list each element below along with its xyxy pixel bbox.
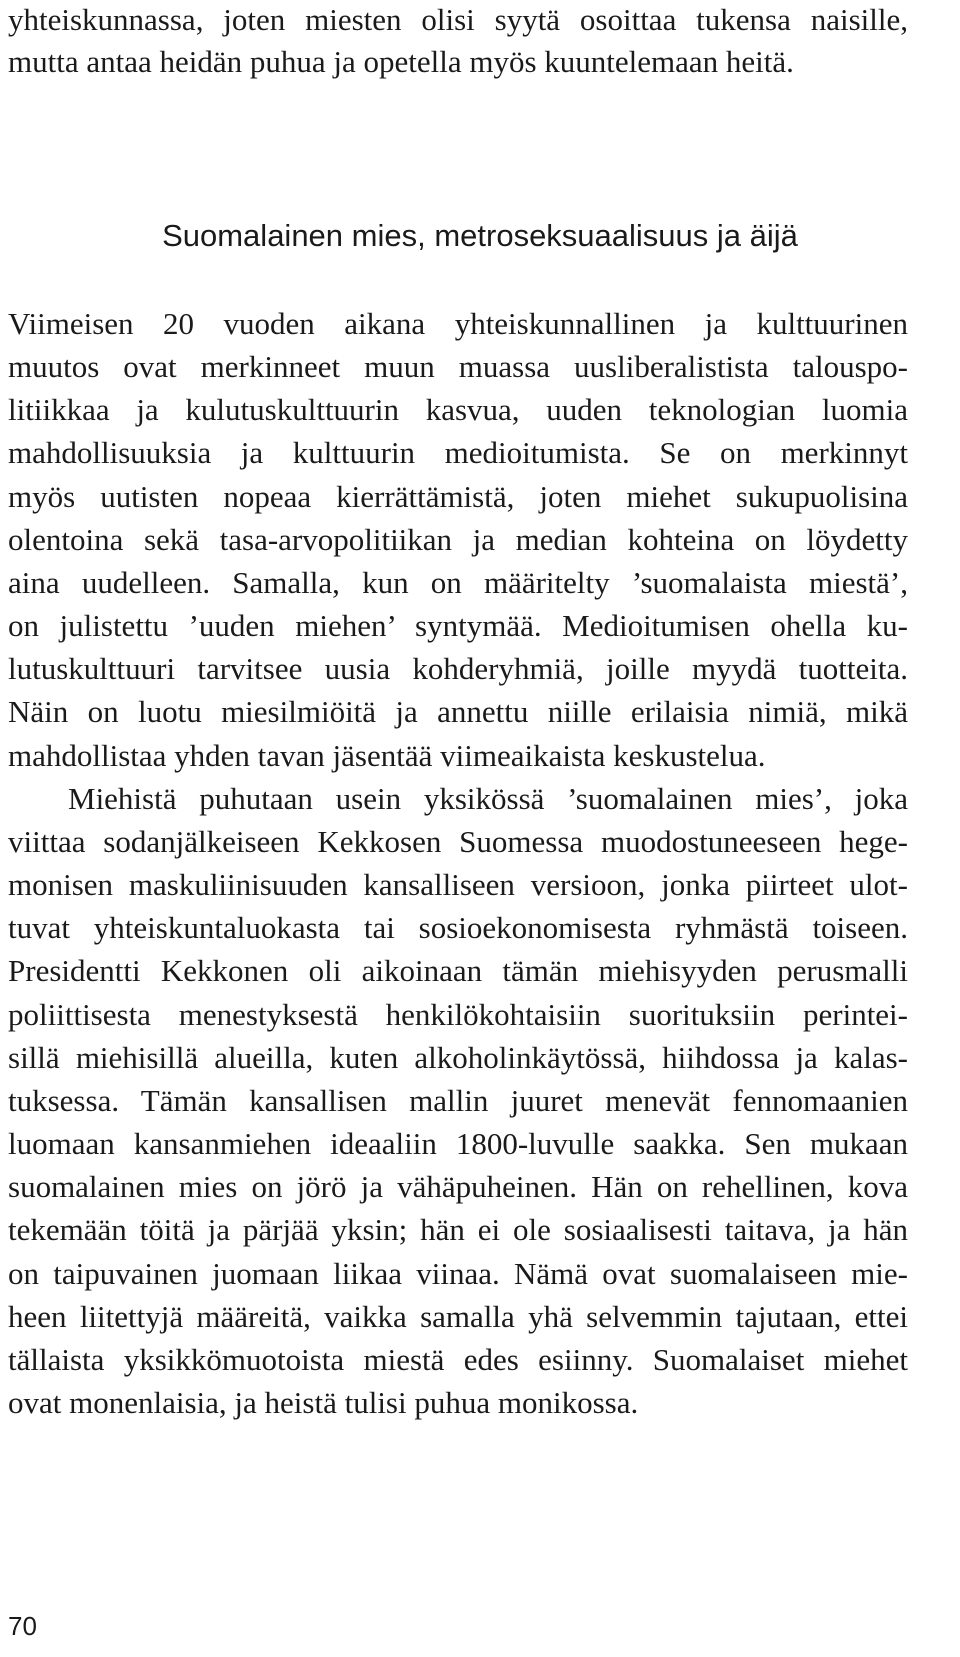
section-heading: Suomalainen mies, metroseksuaalisuus ja äijä [162, 218, 798, 253]
body-line: myös uutisten nopeaa kierrättämistä, joten miehet sukupuolisina [8, 479, 908, 514]
body-line: on julistettu ’uuden miehen’ syntymää. Medioitumisen ohella ku- [8, 608, 908, 643]
body-line: tuksessa. Tämän kansallisen mallin juuret menevät fennomaanien [8, 1083, 908, 1118]
body-line: aina uudelleen. Samalla, kun on määritelty ’suomalaista miestä’, [8, 565, 908, 600]
body-line: yhteiskunnassa, joten miesten olisi syytä osoittaa tukensa naisille, [8, 2, 908, 37]
body-line: Presidentti Kekkonen oli aikoinaan tämän miehisyyden perusmalli [8, 953, 908, 988]
body-line: Näin on luotu miesilmiöitä ja annettu niille erilaisia nimiä, mikä [8, 694, 908, 729]
body-line: on taipuvainen juomaan liikaa viinaa. Nämä ovat suomalaiseen mie- [8, 1256, 908, 1291]
body-line: suomalainen mies on jörö ja vähäpuheinen. Hän on rehellinen, kova [8, 1169, 908, 1204]
body-line: lutuskulttuuri tarvitsee uusia kohderyhmiä, joille myydä tuotteita. [8, 651, 908, 686]
body-line: monisen maskuliinisuuden kansalliseen versioon, jonka piirteet ulot- [8, 867, 908, 902]
body-line: ovat monenlaisia, ja heistä tulisi puhua monikossa. [8, 1385, 639, 1420]
body-line: muutos ovat merkinneet muun muassa uusliberalistista talouspo- [8, 349, 908, 384]
body-line: mutta antaa heidän puhua ja opetella myös kuuntelemaan heitä. [8, 44, 794, 79]
page-number: 70 [8, 1611, 37, 1641]
body-line: poliittisesta menestyksestä henkilökohtaisiin suorituksiin perintei- [8, 997, 908, 1032]
body-line: litiikkaa ja kulutuskulttuurin kasvua, uuden teknologian luomia [8, 392, 908, 427]
body-line: heen liitettyjä määreitä, vaikka samalla yhä selvemmin tajutaan, ettei [8, 1299, 908, 1334]
body-line: luomaan kansanmiehen ideaaliin 1800-luvulle saakka. Sen mukaan [8, 1126, 908, 1161]
body-line: olentoina sekä tasa-arvopolitiikan ja median kohteina on löydetty [8, 522, 908, 557]
body-line: tekemään töitä ja pärjää yksin; hän ei ole sosiaalisesti taitava, ja hän [8, 1212, 908, 1247]
body-line: Viimeisen 20 vuoden aikana yhteiskunnallinen ja kulttuurinen [8, 306, 908, 341]
body-line: sillä miehisillä alueilla, kuten alkoholinkäytössä, hiihdossa ja kalas- [8, 1040, 908, 1075]
body-line: mahdollistaa yhden tavan jäsentää viimeaikaista keskustelua. [8, 738, 766, 773]
body-line: viittaa sodanjälkeiseen Kekkosen Suomessa muodostuneeseen hege- [8, 824, 908, 859]
body-line: tällaista yksikkömuotoista miestä edes esiinny. Suomalaiset miehet [8, 1342, 908, 1377]
body-line: Miehistä puhutaan usein yksikössä ’suomalainen mies’, joka [68, 781, 908, 816]
body-line: tuvat yhteiskuntaluokasta tai sosioekonomisesta ryhmästä toiseen. [8, 910, 908, 945]
body-line: mahdollisuuksia ja kulttuurin medioitumista. Se on merkinnyt [8, 435, 908, 470]
